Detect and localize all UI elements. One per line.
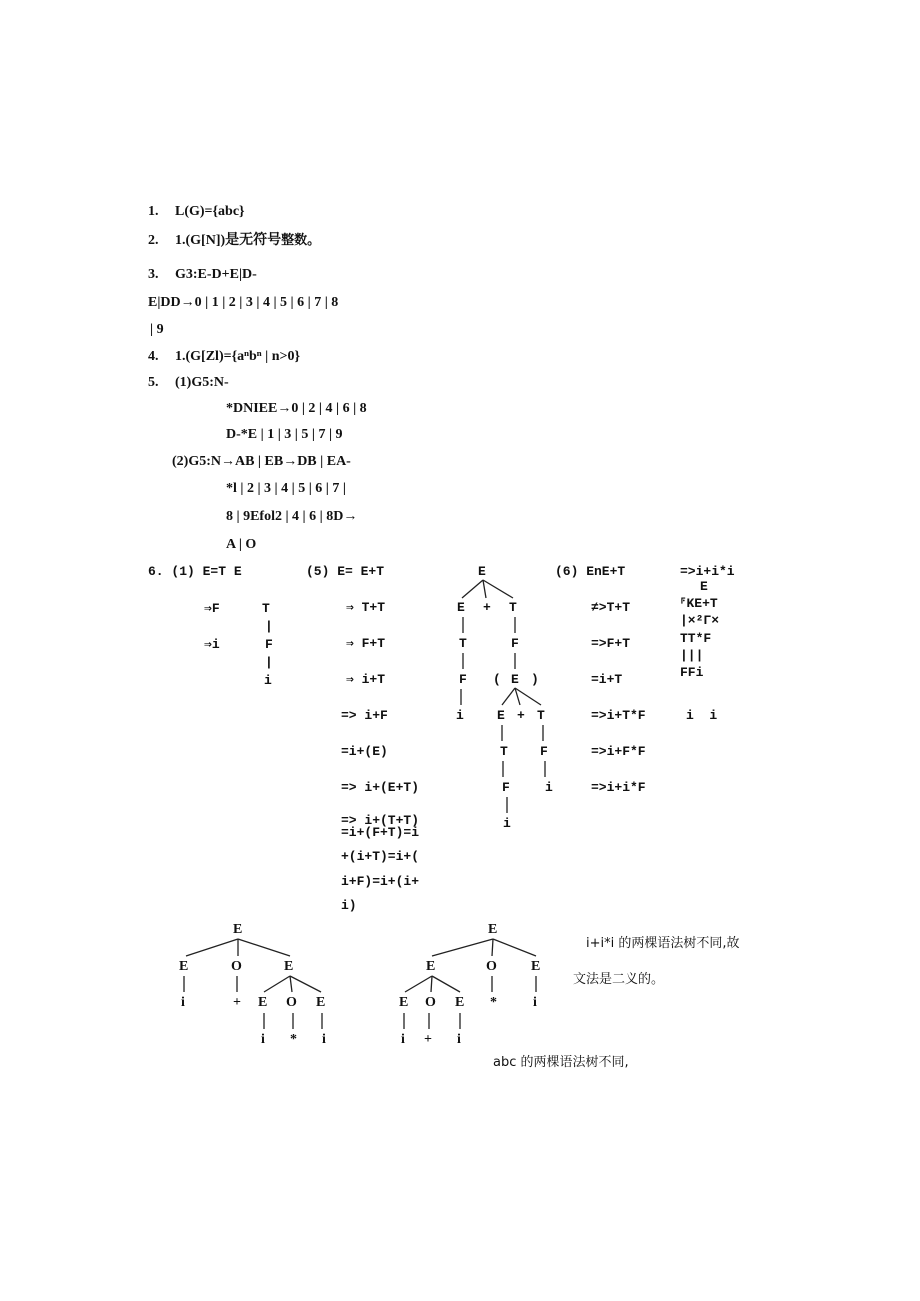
tree-node: O: [486, 959, 497, 974]
tree-edge: |: [265, 655, 273, 670]
derivation-step: =>i+F*F: [591, 744, 646, 759]
tree-leaf: i: [545, 780, 553, 795]
tree-node: E: [531, 959, 541, 974]
derivation-step: =>i+T*F: [591, 708, 646, 723]
tree-node: E: [399, 995, 409, 1010]
derivation-step: +(i+T)=i+(: [341, 849, 420, 864]
part-6-label: (6) EnE+T: [555, 564, 626, 579]
item-6-header: 6. (1) E=T E: [148, 564, 242, 579]
item-3-line-1: G3:E-D+E|D-: [175, 267, 257, 282]
tree-leaf: i: [322, 1032, 326, 1047]
tree-node: O: [231, 959, 242, 974]
tree-node: E: [488, 922, 498, 937]
tree-leaf: i: [261, 1032, 265, 1047]
tree-leaf: i: [401, 1032, 405, 1047]
item-2-text-b: 整数。: [281, 233, 321, 248]
ambiguity-note: abc 的两棵语法树不同,: [493, 1055, 629, 1070]
tree-fragment: ⸁KE+T: [680, 596, 718, 611]
item-5-number: 5.: [148, 375, 159, 390]
tree-node: (: [493, 672, 501, 687]
tree-fragment: |||: [680, 648, 704, 663]
derivation-step: ⇒ i+T: [346, 672, 386, 687]
item-2-number: 2.: [148, 233, 159, 248]
item-3-line-2: E|DD→0 | 1 | 2 | 3 | 4 | 5 | 6 | 7 | 8: [148, 295, 339, 310]
item-5-line-2: *DNIEE→0 | 2 | 4 | 6 | 8: [226, 401, 367, 416]
tree-leaf: i: [457, 1032, 461, 1047]
part-5-label: (5) E= E+T: [306, 564, 385, 579]
tree-node: F: [502, 780, 510, 795]
tree-node: E: [457, 600, 465, 615]
item-4-number: 4.: [148, 349, 159, 364]
tree-node: F: [265, 637, 273, 652]
derivation-step: => i+F: [341, 708, 388, 723]
item-5-line-1: (1)G5:N-: [175, 375, 229, 390]
derivation-step: i+F)=i+(i+: [341, 874, 420, 889]
tree-node: F: [459, 672, 467, 687]
tree-node: F: [540, 744, 548, 759]
derivation-step: =>F+T: [591, 636, 631, 651]
derivation-step: ⇒ F+T: [346, 636, 386, 651]
tree-leaf: i: [533, 995, 537, 1010]
item-1-number: 1.: [148, 204, 159, 219]
derivation-step: i): [341, 898, 357, 913]
tree-node: ): [531, 672, 539, 687]
tree-edge: |: [265, 619, 273, 634]
derivation-step: => i+(E+T): [341, 780, 420, 795]
tree-node: T: [509, 600, 517, 615]
tree-node: E: [497, 708, 505, 723]
tree-node: E: [511, 672, 519, 687]
item-5-line-7: A | O: [226, 537, 257, 552]
tree-leaf: +: [424, 1032, 432, 1047]
ambiguity-note: 文法是二义的。: [573, 972, 665, 987]
tree-node: T: [537, 708, 545, 723]
derivation-step: ⇒i: [204, 637, 220, 652]
item-2-text-a: 1.(G[N])是无符号: [175, 233, 282, 248]
derivation-step: ⇒ T+T: [346, 600, 386, 615]
tree-node: T: [262, 601, 270, 616]
tree-leaf: i: [181, 995, 185, 1010]
item-4-text: 1.(G[Zl)={aⁿbⁿ | n>0}: [175, 349, 300, 364]
item-3-number: 3.: [148, 267, 159, 282]
part-6-result: =>i+i*i: [680, 564, 735, 579]
derivation-step: ≠>T+T: [591, 600, 631, 615]
tree-fragment: TT*F: [680, 631, 712, 646]
derivation-step: =i+(E): [341, 744, 388, 759]
tree-leaf: *: [290, 1032, 297, 1047]
tree-node: E: [478, 564, 486, 579]
tree-leaf: i: [264, 673, 272, 688]
tree-node: F: [511, 636, 519, 651]
tree-node: E: [700, 579, 708, 594]
tree-node: E: [455, 995, 465, 1010]
tree-leaves: i i: [686, 708, 718, 723]
tree-node: E: [233, 922, 243, 937]
tree-leaf: i: [456, 708, 464, 723]
tree-fragment: FFi: [680, 665, 704, 680]
tree-node: O: [286, 995, 297, 1010]
tree-node: +: [483, 600, 491, 615]
tree-fragment: |×²Γ×: [680, 613, 720, 628]
tree-leaf: +: [233, 995, 241, 1010]
item-5-line-6: 8 | 9Efol2 | 4 | 6 | 8D→: [226, 509, 358, 524]
tree-node: T: [459, 636, 467, 651]
tree-node: E: [258, 995, 268, 1010]
item-3-line-3: | 9: [150, 322, 164, 337]
tree-node: E: [179, 959, 189, 974]
item-5-line-4: (2)G5:N→AB | EB→DB | EA-: [172, 454, 351, 469]
derivation-step: ⇒F: [204, 601, 220, 616]
tree-leaf: *: [490, 995, 497, 1010]
tree-node: E: [426, 959, 436, 974]
tree-leaf: i: [503, 816, 511, 831]
item-5-line-3: D-*E | 1 | 3 | 5 | 7 | 9: [226, 427, 343, 442]
tree-node: E: [284, 959, 294, 974]
ambiguity-note: i+i*i 的两棵语法树不同,故: [586, 936, 740, 951]
tree-node: O: [425, 995, 436, 1010]
item-1-text: L(G)={abc}: [175, 204, 245, 219]
derivation-step: =i+T: [591, 672, 623, 687]
derivation-step: =>i+i*F: [591, 780, 646, 795]
tree-node: T: [500, 744, 508, 759]
derivation-step: => i+(T+T): [341, 813, 420, 828]
tree-node: E: [316, 995, 326, 1010]
item-5-line-5: *l | 2 | 3 | 4 | 5 | 6 | 7 |: [226, 481, 346, 496]
tree-node: +: [517, 708, 525, 723]
derivation-step: =i+(F+T)=i: [341, 825, 420, 840]
